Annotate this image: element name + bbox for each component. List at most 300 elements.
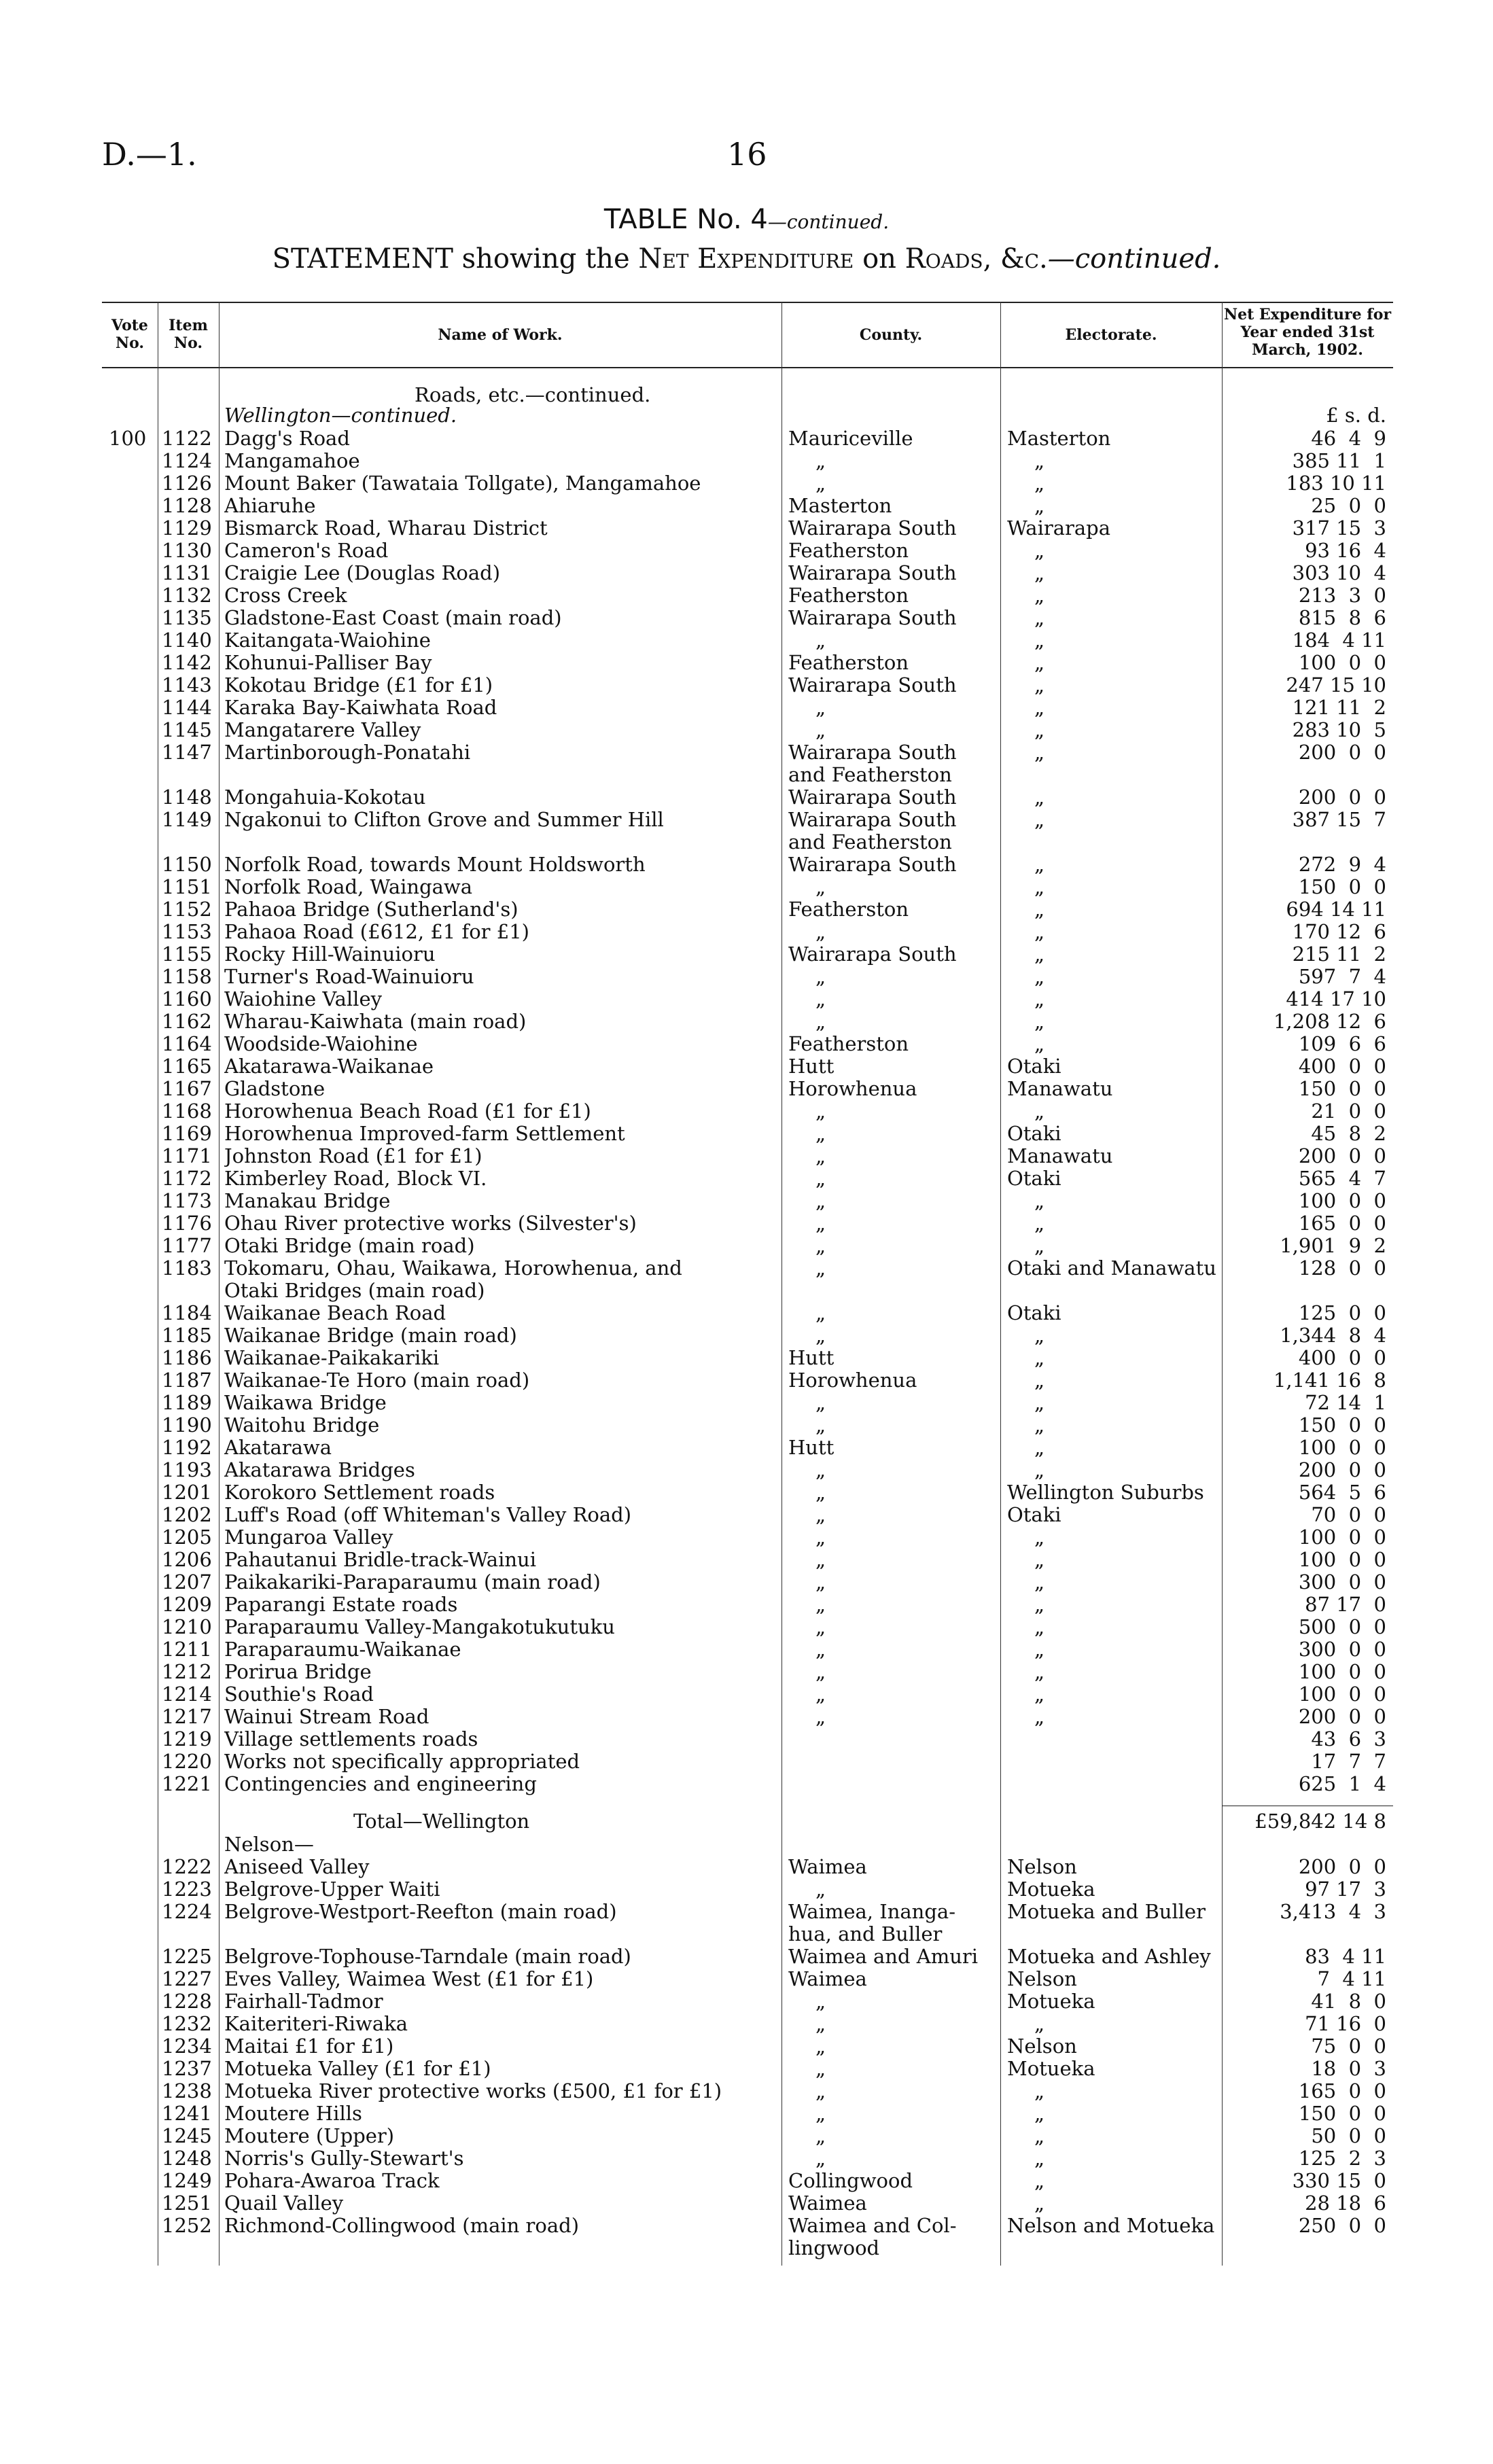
electorate-cell: Manawatu: [1007, 1077, 1113, 1100]
net-expenditure-cell: 3,413 4 3: [1280, 1900, 1386, 1923]
net-expenditure-cell: 387 15 7: [1292, 808, 1386, 831]
table-row: [102, 1967, 1393, 1990]
table-row: [102, 2192, 1393, 2215]
net-expenditure-cell: 109 6 6: [1298, 1032, 1386, 1055]
table-row: [102, 2057, 1393, 2080]
table-row: [102, 1503, 1393, 1526]
net-expenditure-cell: 1,141 16 8: [1273, 1369, 1386, 1392]
county-cell: Wairarapa South: [788, 673, 957, 697]
electorate-cell: Motueka and Buller: [1007, 1900, 1206, 1923]
table-row: [102, 1055, 1393, 1078]
county-cell: Wairarapa South: [788, 741, 957, 764]
net-expenditure-cell: 330 15 0: [1292, 2169, 1386, 2192]
county-cell: „: [815, 1615, 826, 1638]
item-cell: 1232: [162, 2012, 212, 2035]
electorate-cell: „: [1034, 2079, 1045, 2102]
item-cell: 1187: [162, 1369, 212, 1392]
net-expenditure-cell: 87 17 0: [1305, 1593, 1386, 1616]
work-name-cell: Kokotau Bridge (£1 for £1): [224, 673, 493, 697]
work-name-cell: Waiohine Valley: [224, 987, 382, 1010]
table-row: [102, 1750, 1393, 1773]
item-cell: 1172: [162, 1167, 212, 1190]
electorate-cell: „: [1034, 1032, 1045, 1055]
table-title-continued: —continued.: [767, 211, 890, 233]
electorate-cell: Nelson and Motueka: [1007, 2214, 1215, 2237]
item-cell: 1129: [162, 516, 212, 540]
net-expenditure-cell: 100 0 0: [1298, 1660, 1386, 1683]
table-row: [102, 651, 1393, 674]
table-row: [102, 1638, 1393, 1661]
net-expenditure-cell: 50 0 0: [1311, 2124, 1386, 2147]
electorate-cell: Manawatu: [1007, 1144, 1113, 1167]
net-expenditure-cell: 500 0 0: [1298, 1615, 1386, 1638]
electorate-cell: „: [1034, 1436, 1045, 1459]
county-cell: „: [815, 1010, 826, 1033]
table-row: [102, 1032, 1393, 1055]
net-expenditure-cell: 300 0 0: [1298, 1570, 1386, 1594]
net-expenditure-cell: 317 15 3: [1292, 516, 1386, 540]
net-expenditure-cell: 1,901 9 2: [1280, 1234, 1386, 1257]
county-cell: „: [815, 472, 826, 495]
item-cell: 1221: [162, 1772, 212, 1795]
work-name-cell: Woodside-Waiohine: [224, 1032, 418, 1055]
item-cell: 1209: [162, 1593, 212, 1616]
county-cell: Waimea: [788, 2192, 867, 2215]
electorate-cell: „: [1034, 987, 1045, 1010]
electorate-cell: „: [1034, 718, 1045, 741]
work-name-cell: Motueka Valley (£1 for £1): [224, 2057, 491, 2080]
county-cell: Horowhenua: [788, 1077, 917, 1100]
county-cell: „: [815, 2102, 826, 2125]
electorate-cell: „: [1034, 539, 1045, 562]
electorate-cell: „: [1034, 741, 1045, 764]
work-name-cell: Belgrove-Westport-Reefton (main road): [224, 1900, 617, 1923]
item-cell: 1189: [162, 1391, 212, 1414]
electorate-cell: „: [1034, 943, 1045, 966]
electorate-cell: „: [1034, 1526, 1045, 1549]
col-header-item: Item No.: [169, 317, 208, 352]
item-cell: 1190: [162, 1413, 212, 1437]
total-amount: £59,842 14 8: [1254, 1810, 1386, 1833]
item-cell: 1122: [162, 427, 212, 450]
net-expenditure-cell: 200 0 0: [1298, 741, 1386, 764]
item-cell: 1149: [162, 808, 212, 831]
item-cell: 1147: [162, 741, 212, 764]
table-row: [102, 1727, 1393, 1750]
county-cell: Wairarapa South: [788, 786, 957, 809]
table-row: [102, 2102, 1393, 2125]
electorate-cell: „: [1034, 2124, 1045, 2147]
county-cell: „: [815, 920, 826, 943]
county-cell: „: [815, 1526, 826, 1549]
subtitle-part: —continued.: [1047, 243, 1221, 275]
work-name-cell: Quail Valley: [224, 2192, 344, 2215]
work-name-cell: Turner's Road-Wainuioru: [224, 965, 474, 988]
county-cell: „: [815, 1256, 826, 1280]
work-name-cell: Norris's Gully-Stewart's: [224, 2147, 464, 2170]
work-name-cell: Pohara-Awaroa Track: [224, 2169, 440, 2192]
county-cell: „: [815, 1683, 826, 1706]
work-name-cell: Waitohu Bridge: [224, 1413, 380, 1437]
item-cell: 1169: [162, 1122, 212, 1145]
county-cell: Mauriceville: [788, 427, 913, 450]
net-expenditure-cell: 125 2 3: [1298, 2147, 1386, 2170]
county-cell: „: [815, 1324, 826, 1347]
subtitle-part: Roads, &c.: [904, 243, 1048, 275]
county-cell: Waimea, Inanga-: [788, 1900, 955, 1923]
work-name-cell: Waikanae-Paikakariki: [224, 1346, 440, 1369]
work-name-cell: Richmond-Collingwood (main road): [224, 2214, 580, 2237]
net-expenditure-cell: 150 0 0: [1298, 1077, 1386, 1100]
county-cell: Wairarapa South: [788, 606, 957, 629]
table-row: [102, 1369, 1393, 1392]
item-cell: 1164: [162, 1032, 212, 1055]
expenditure-table: [102, 302, 1393, 2266]
item-cell: 1128: [162, 494, 212, 517]
item-cell: 1193: [162, 1458, 212, 1481]
item-cell: 1201: [162, 1481, 212, 1504]
county-cell: and Featherston: [788, 830, 952, 853]
county-cell: „: [815, 1990, 826, 2013]
table-row: [102, 1548, 1393, 1571]
table-top-rule: [102, 302, 1393, 303]
work-name-cell: Cameron's Road: [224, 539, 389, 562]
electorate-cell: „: [1034, 965, 1045, 988]
work-name-cell: Horowhenua Beach Road (£1 for £1): [224, 1099, 591, 1123]
net-expenditure-cell: 71 16 0: [1305, 2012, 1386, 2035]
table-row: [102, 1772, 1393, 1795]
electorate-cell: „: [1034, 1189, 1045, 1212]
table-row: [102, 1212, 1393, 1235]
table-row: [102, 741, 1393, 764]
county-cell: „: [815, 987, 826, 1010]
county-cell: Featherston: [788, 1032, 909, 1055]
item-cell: 1217: [162, 1705, 212, 1728]
table-row: [102, 516, 1393, 540]
work-name-cell: Pahaoa Bridge (Sutherland's): [224, 898, 519, 921]
work-name-cell: Johnston Road (£1 for £1): [224, 1144, 482, 1167]
electorate-cell: Motueka: [1007, 2057, 1095, 2080]
net-expenditure-cell: 565 4 7: [1298, 1167, 1386, 1190]
table-row: [102, 1458, 1393, 1481]
item-cell: 1248: [162, 2147, 212, 2170]
table-row: [102, 696, 1393, 719]
table-row: [102, 718, 1393, 741]
col-header-electorate: Electorate.: [1065, 326, 1157, 344]
electorate-cell: „: [1034, 1369, 1045, 1392]
table-row: [102, 2079, 1393, 2102]
net-expenditure-cell: 165 0 0: [1298, 1212, 1386, 1235]
electorate-cell: Nelson: [1007, 1855, 1077, 1878]
item-cell: 1252: [162, 2214, 212, 2237]
item-cell: 1167: [162, 1077, 212, 1100]
county-cell: Wairarapa South: [788, 943, 957, 966]
net-expenditure-cell: 100 0 0: [1298, 1436, 1386, 1459]
table-row: [102, 1570, 1393, 1594]
work-name-cell: Mangatarere Valley: [224, 718, 421, 741]
item-cell: 1185: [162, 1324, 212, 1347]
table-row: [102, 1900, 1393, 1923]
county-cell: „: [815, 1391, 826, 1414]
section-wellington: Wellington—continued.: [224, 404, 457, 427]
item-cell: 1148: [162, 786, 212, 809]
electorate-cell: „: [1034, 808, 1045, 831]
net-expenditure-cell: 150 0 0: [1298, 875, 1386, 898]
item-cell: 1132: [162, 584, 212, 607]
table-subtitle: [0, 243, 1493, 275]
work-name-cell: Martinborough-Ponatahi: [224, 741, 471, 764]
net-expenditure-cell: 150 0 0: [1298, 2102, 1386, 2125]
table-row: [102, 1256, 1393, 1280]
item-cell: 1249: [162, 2169, 212, 2192]
item-cell: 1143: [162, 673, 212, 697]
work-name-cell: Horowhenua Improved-farm Settlement: [224, 1122, 625, 1145]
table-row: [102, 427, 1393, 450]
table-row: [102, 1167, 1393, 1190]
work-name-cell: Belgrove-Tophouse-Tarndale (main road): [224, 1945, 631, 1968]
electorate-cell: „: [1034, 673, 1045, 697]
county-cell: Waimea and Amuri: [788, 1945, 979, 1968]
work-name-cell: Mungaroa Valley: [224, 1526, 393, 1549]
county-cell: „: [815, 2012, 826, 2035]
net-expenditure-cell: 97 17 3: [1305, 1878, 1386, 1901]
electorate-cell: „: [1034, 1413, 1045, 1437]
table-row: [102, 472, 1393, 495]
item-cell: 1225: [162, 1945, 212, 1968]
net-expenditure-cell: 303 10 4: [1292, 561, 1386, 584]
item-cell: 1150: [162, 853, 212, 876]
electorate-cell: „: [1034, 1570, 1045, 1594]
work-name-cell: Paparangi Estate roads: [224, 1593, 458, 1616]
item-cell: 1238: [162, 2079, 212, 2102]
item-cell: 1153: [162, 920, 212, 943]
table-row: [102, 853, 1393, 876]
item-cell: 1130: [162, 539, 212, 562]
item-cell: 1171: [162, 1144, 212, 1167]
electorate-cell: „: [1034, 1615, 1045, 1638]
net-expenditure-cell: 283 10 5: [1292, 718, 1386, 741]
item-cell: 1145: [162, 718, 212, 741]
work-name-cell: Ngakonui to Clifton Grove and Summer Hill: [224, 808, 664, 831]
subtitle-part: on: [854, 243, 905, 275]
item-cell: 1168: [162, 1099, 212, 1123]
county-cell: Horowhenua: [788, 1369, 917, 1392]
work-name-cell: Moutere (Upper): [224, 2124, 395, 2147]
electorate-cell: Otaki: [1007, 1503, 1061, 1526]
table-row: [102, 943, 1393, 966]
net-expenditure-cell: 100 0 0: [1298, 1683, 1386, 1706]
table-row: [102, 1683, 1393, 1706]
electorate-cell: Wellington Suburbs: [1007, 1481, 1204, 1504]
item-cell: 1124: [162, 449, 212, 472]
subtitle-part: Net Expenditure: [638, 243, 854, 275]
county-cell: „: [815, 1301, 826, 1324]
electorate-cell: Masterton: [1007, 427, 1111, 450]
electorate-cell: „: [1034, 1660, 1045, 1683]
work-name-cell: Southie's Road: [224, 1683, 374, 1706]
electorate-cell: „: [1034, 1099, 1045, 1123]
county-cell: „: [815, 1660, 826, 1683]
net-expenditure-cell: 75 0 0: [1311, 2035, 1386, 2058]
item-cell: 1245: [162, 2124, 212, 2147]
county-cell: „: [815, 2124, 826, 2147]
county-cell: „: [815, 875, 826, 898]
net-expenditure-cell: 165 0 0: [1298, 2079, 1386, 2102]
county-cell: Hutt: [788, 1436, 835, 1459]
electorate-cell: Wairarapa: [1007, 516, 1111, 540]
table-row: [102, 830, 1393, 853]
county-cell: Waimea: [788, 1855, 867, 1878]
county-cell: „: [815, 2057, 826, 2080]
electorate-cell: Otaki: [1007, 1301, 1061, 1324]
county-cell: „: [815, 1548, 826, 1571]
county-cell: „: [815, 1234, 826, 1257]
table-row: [102, 808, 1393, 831]
work-name-cell: Village settlements roads: [224, 1727, 478, 1750]
table-row: [102, 494, 1393, 517]
work-name-cell: Otaki Bridges (main road): [224, 1279, 485, 1302]
work-name-cell: Paraparaumu-Waikanae: [224, 1638, 461, 1661]
net-expenditure-cell: 93 16 4: [1305, 539, 1386, 562]
work-name-cell: Karaka Bay-Kaiwhata Road: [224, 696, 497, 719]
item-cell: 1160: [162, 987, 212, 1010]
table-row: [102, 965, 1393, 988]
table-row: [102, 539, 1393, 562]
net-expenditure-cell: 100 0 0: [1298, 1526, 1386, 1549]
county-cell: „: [815, 1503, 826, 1526]
electorate-cell: Otaki and Manawatu: [1007, 1256, 1216, 1280]
work-name-cell: Kaitangata-Waiohine: [224, 629, 431, 652]
electorate-cell: „: [1034, 920, 1045, 943]
net-expenditure-cell: 300 0 0: [1298, 1638, 1386, 1661]
county-cell: „: [815, 696, 826, 719]
net-expenditure-cell: 128 0 0: [1298, 1256, 1386, 1280]
net-expenditure-cell: 400 0 0: [1298, 1346, 1386, 1369]
net-expenditure-cell: 21 0 0: [1311, 1099, 1386, 1123]
county-cell: lingwood: [788, 2236, 880, 2259]
table-row: [102, 786, 1393, 809]
electorate-cell: Motueka: [1007, 1990, 1095, 2013]
section-heading-row: [102, 404, 1393, 427]
table-row: [102, 629, 1393, 652]
net-expenditure-cell: 28 18 6: [1305, 2192, 1386, 2215]
net-expenditure-cell: 1,208 12 6: [1273, 1010, 1386, 1033]
net-expenditure-cell: 213 3 0: [1298, 584, 1386, 607]
county-cell: Featherston: [788, 539, 909, 562]
item-cell: 1220: [162, 1750, 212, 1773]
electorate-cell: „: [1034, 1548, 1045, 1571]
item-cell: 1251: [162, 2192, 212, 2215]
work-name-cell: Kohunui-Palliser Bay: [224, 651, 432, 674]
net-expenditure-cell: 815 8 6: [1298, 606, 1386, 629]
table-row: [102, 987, 1393, 1010]
net-expenditure-cell: 150 0 0: [1298, 1413, 1386, 1437]
electorate-cell: Otaki: [1007, 1167, 1061, 1190]
item-cell: 1162: [162, 1010, 212, 1033]
table-row: [102, 1922, 1393, 1946]
net-expenditure-cell: 200 0 0: [1298, 1855, 1386, 1878]
item-cell: 1155: [162, 943, 212, 966]
work-name-cell: Eves Valley, Waimea West (£1 for £1): [224, 1967, 594, 1990]
item-cell: 1140: [162, 629, 212, 652]
item-cell: 1176: [162, 1212, 212, 1235]
item-cell: 1228: [162, 1990, 212, 2013]
item-cell: 1144: [162, 696, 212, 719]
work-name-cell: Mangamahoe: [224, 449, 360, 472]
work-name-cell: Paraparaumu Valley-Mangakotukutuku: [224, 1615, 615, 1638]
work-name-cell: Pahaoa Road (£612, £1 for £1): [224, 920, 529, 943]
county-cell: „: [815, 1099, 826, 1123]
table-row: [102, 2236, 1393, 2259]
table-title-main: TABLE No. 4: [603, 204, 768, 235]
table-row: [102, 1855, 1393, 1878]
currency-header: £ s. d.: [1326, 404, 1386, 427]
county-cell: „: [815, 2035, 826, 2058]
county-cell: „: [815, 1144, 826, 1167]
net-expenditure-cell: 1,344 8 4: [1280, 1324, 1386, 1347]
work-name-cell: Moutere Hills: [224, 2102, 362, 2125]
table-row: [102, 1990, 1393, 2013]
net-expenditure-cell: 83 4 11: [1305, 1945, 1386, 1968]
electorate-cell: „: [1034, 1324, 1045, 1347]
county-cell: „: [815, 1458, 826, 1481]
county-cell: „: [815, 1570, 826, 1594]
net-expenditure-cell: 46 4 9: [1311, 427, 1386, 450]
county-cell: „: [815, 2079, 826, 2102]
net-expenditure-cell: 25 0 0: [1311, 494, 1386, 517]
section-nelson: Nelson—: [224, 1833, 314, 1856]
county-cell: Collingwood: [788, 2169, 913, 2192]
table-row: [102, 1010, 1393, 1033]
electorate-cell: „: [1034, 1705, 1045, 1728]
county-cell: Masterton: [788, 494, 892, 517]
item-cell: 1192: [162, 1436, 212, 1459]
table-row: [102, 2035, 1393, 2058]
item-cell: 1222: [162, 1855, 212, 1878]
table-row: [102, 1144, 1393, 1167]
total-label: Total—Wellington: [353, 1810, 530, 1833]
work-name-cell: Aniseed Valley: [224, 1855, 370, 1878]
work-name-cell: Maitai £1 for £1): [224, 2035, 394, 2058]
table-row: [102, 1391, 1393, 1414]
county-cell: „: [815, 1878, 826, 1901]
section-roads: Roads, etc.—continued.: [415, 383, 651, 406]
table-row: [102, 763, 1393, 786]
table-row: [102, 606, 1393, 629]
work-name-cell: Wharau-Kaiwhata (main road): [224, 1010, 527, 1033]
item-cell: 1227: [162, 1967, 212, 1990]
work-name-cell: Akatarawa-Waikanae: [224, 1055, 434, 1078]
net-expenditure-cell: 564 5 6: [1298, 1481, 1386, 1504]
table-row: [102, 449, 1393, 472]
county-cell: Waimea: [788, 1967, 867, 1990]
electorate-cell: „: [1034, 1010, 1045, 1033]
page-number: 16: [727, 136, 767, 173]
item-cell: 1158: [162, 965, 212, 988]
item-cell: 1184: [162, 1301, 212, 1324]
work-name-cell: Mongahuia-Kokotau: [224, 786, 426, 809]
work-name-cell: Akatarawa Bridges: [224, 1458, 415, 1481]
item-cell: 1152: [162, 898, 212, 921]
table-row: [102, 875, 1393, 898]
work-name-cell: Kimberley Road, Block VI.: [224, 1167, 487, 1190]
county-cell: „: [815, 629, 826, 652]
county-cell: Wairarapa South: [788, 561, 957, 584]
work-name-cell: Norfolk Road, towards Mount Holdsworth: [224, 853, 646, 876]
item-cell: 1173: [162, 1189, 212, 1212]
work-name-cell: Gladstone: [224, 1077, 326, 1100]
net-expenditure-cell: 694 14 11: [1286, 898, 1386, 921]
